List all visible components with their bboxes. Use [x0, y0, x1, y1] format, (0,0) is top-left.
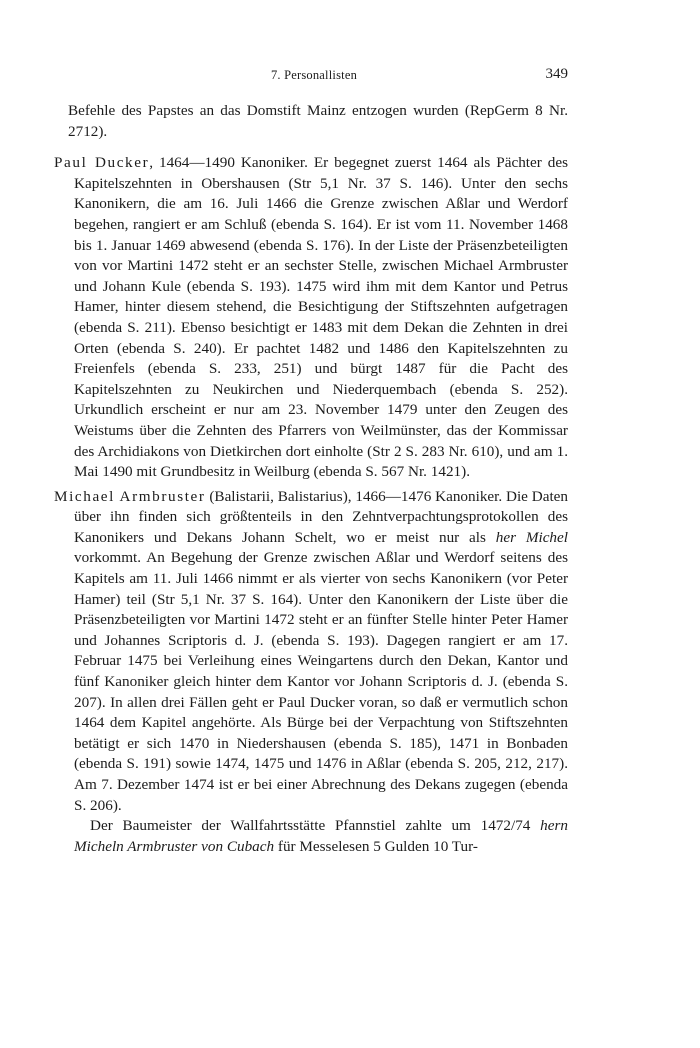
entry-text: , 1464—1490 Kanoniker. Er begegnet zuerst 1464 als Pächter des Kapitelszehnten in Obershausen (Str 5,1 Nr. 37 S. 146). Unter den sechs Kanonikern, die am 16. Juli 1466 die Grenze zwischen Aßlar und Werdorf begehen, rangiert er am Schluß (ebenda S. 164). Er ist vom 11. November 1468 bis 1. Januar 1469 abwesend (ebenda S. 176). In der Liste der Präsenzbeteiligten von vor Martini 1472 steht er an sechster Stelle, zwischen Michael Armbruster und Johann Kule (ebenda S. 193). 1475 wird ihm mit dem Kantor und Petrus Hamer, hinter diesem stehend, die Besichtigung der Stiftszehnten aufgetragen (ebenda S. 211). Ebenso besichtigt er 1483 mit dem Dekan die Zehnten in drei Orten (ebenda S. 240). Er pachtet 1482 und 1486 den Kapitelszehnten zu Freienfels (ebenda S. 233, 251) und bürgt 1487 für die Pacht des Kapitelszehnten zu Neukirchen und Niederquembach (ebenda S. 252). Urkundlich erscheint er nur am 23. November 1479 unter den Zeugen des Weistums über die Zehnten des Pfarrers von Weilmünster, das der Kommissar des Archidiakons von Dietkirchen dort einholte (Str 2 S. 283 Nr. 610), und am 1. Mai 1490 mit Grundbesitz in Weilburg (ebenda S. 567 Nr. 1421).	[74, 154, 568, 481]
entry-paul-ducker	[54, 153, 568, 483]
chapter-title: 7. Personallisten	[270, 68, 358, 82]
italic-quote: hern Micheln Armbruster von Cubach	[74, 817, 568, 855]
body-text	[54, 101, 569, 857]
entry-text: für Messelesen 5 Gulden 10 Tur-	[274, 837, 478, 855]
continuation-paragraph: Befehle des Papstes an das Domstift Mainz entzogen wurden (RepGerm 8 Nr. 2712).	[68, 102, 568, 140]
italic-quote: her Michel	[495, 528, 568, 546]
page-number: 349	[545, 66, 568, 82]
entry-name: Paul Ducker	[54, 154, 150, 172]
entry-name: Michael Armbruster	[54, 487, 206, 505]
running-header	[60, 66, 568, 86]
entry-text: Der Baumeister der Wallfahrtsstätte Pfannstiel zahlte um 1472/74	[90, 817, 541, 835]
entry-text: vorkommt. An Begehung der Grenze zwischen Aßlar und Werdorf seitens des Kapitels am 11. Juli 1466 nimmt er als vierter von sechs Kanonikern (vor Peter Hamer) teil (Str 5,1 Nr. 37 S. 164). Unter den Kanonikern der Liste über die Präsenzbeteiligten vor Martini 1472 steht er an fünfter Stelle hinter Peter Hamer und Johannes Scriptoris d. J. (ebenda S. 193). Dagegen rangiert er am 17. Februar 1475 bei Verleihung eines Weingartens durch den Dekan, Kantor und fünf Kanoniker gleich hinter dem Kantor vor Johann Scriptoris d. J. (ebenda S. 207). In allen drei Fällen geht er Paul Ducker voran, so daß er vermutlich schon 1464 dem Kapitel angehörte. Als Bürge bei der Verpachtung von Stiftszehnten betätigt er sich 1470 in Niedershausen (ebenda S. 185), 1471 in Bonbaden (ebenda S. 191) sowie 1474, 1475 und 1476 in Aßlar (ebenda S. 205, 212, 217). Am 7. Dezember 1474 ist er bei einer Abrechnung des Dekans zugegen (ebenda S. 206).	[74, 549, 568, 814]
entry-paragraph	[60, 816, 568, 857]
entry-michael-armbruster	[54, 487, 569, 817]
entry-text: (Balistarii, Balistarius), 1466—1476 Kanoniker. Die Daten über ihn finden sich größtenteils in den Zehntverpachtungsprotokollen des Kanonikers und Dekans Johann Schelt, wo er meist nur als	[74, 487, 569, 546]
